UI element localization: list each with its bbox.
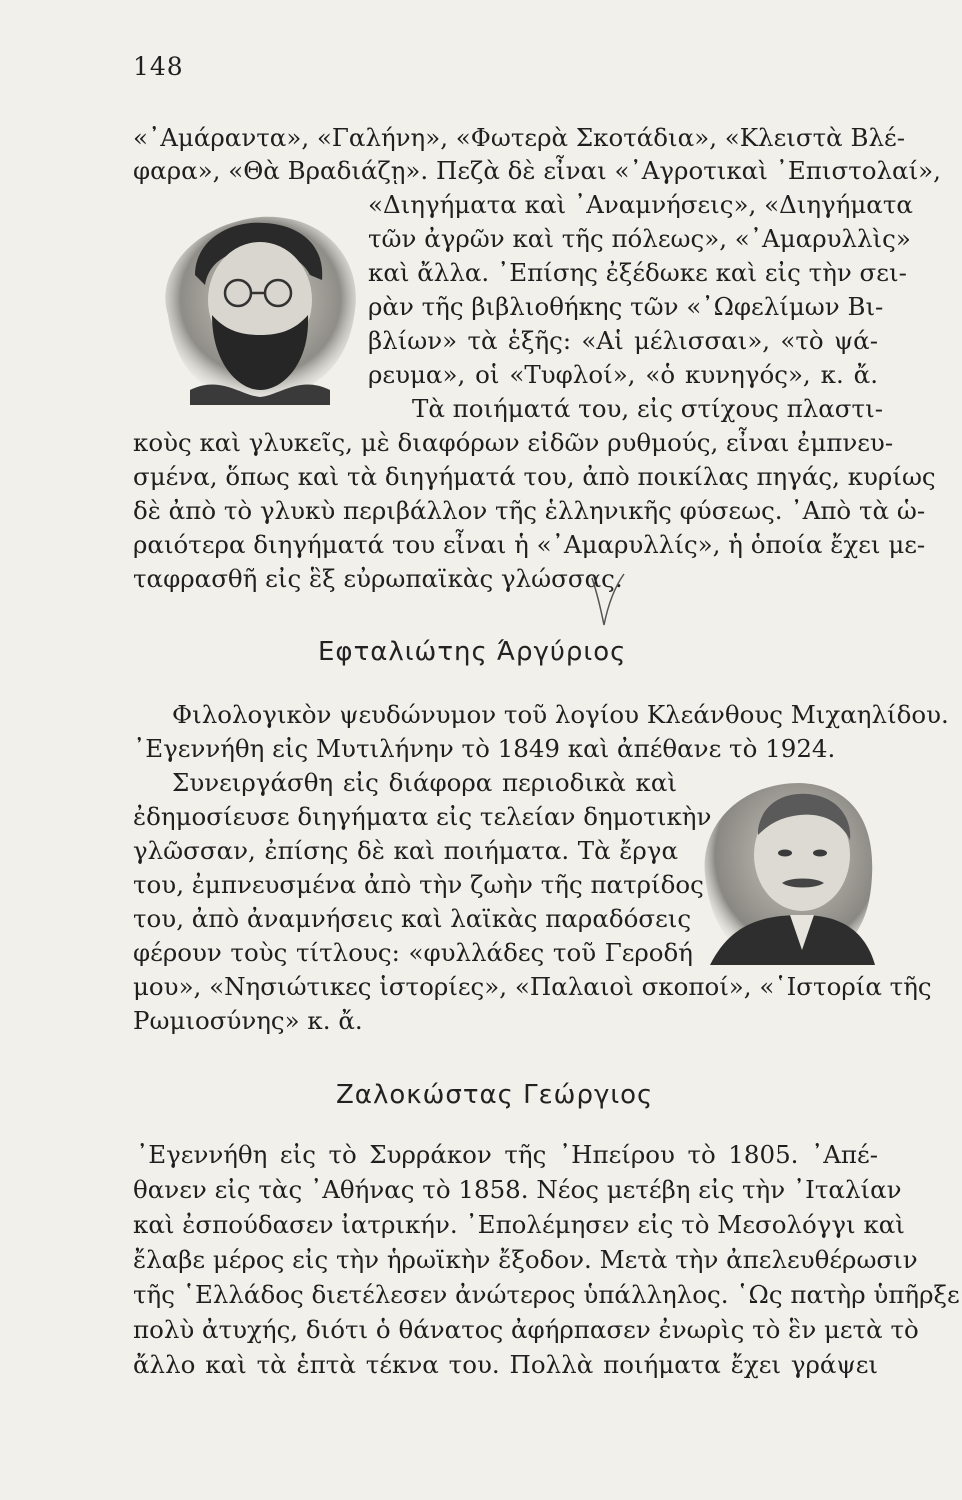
text-line: ἔλαβε μέρος εἰς τὴν ἡρωϊκὴν ἔξοδον. Μετὰ τὴν ἀπελευθέρωσιν [133,1245,918,1274]
text-line: ρὰν τῆς βιβλιοθήκης τῶν «᾿Ωφελίμων Βι- [368,292,884,321]
text-line: καὶ ἐσπούδασεν ἰατρικήν. ᾿Επολέμησεν εἰς τὸ Μεσολόγγι καὶ [133,1210,905,1239]
text-line: του, ἐμπνευσμένα ἀπὸ τὴν ζωὴν τῆς πατρίδος [133,870,704,899]
text-line: τῶν ἀγρῶν καὶ τῆς πόλεως», «᾿Αμαρυλλὶς» [368,224,911,253]
text-line: Συνειργάσθη εἰς διάφορα περιοδικὰ καὶ [172,768,677,797]
text-line: «᾿Αμάραντα», «Γαλήνη», «Φωτερὰ Σκοτάδια», «Κλειστὰ Βλέ- [133,123,906,152]
pencil-check-mark [588,570,628,634]
text-line: ταφρασθῆ εἰς ἓξ εὐρωπαϊκὰς γλώσσας. [133,564,623,593]
page-number: 148 [133,52,184,81]
text-line: μου», «Νησιώτικες ἱστορίες», «Παλαιοὶ σκοποί», «῾Ιστορία τῆς [133,972,932,1001]
section-heading-eftaliotis: Εφταλιώτης Άργύριος [318,637,627,667]
text-line: φέρουν τοὺς τίτλους: «φυλλάδες τοῦ Γεροδή [133,938,693,967]
section-heading-zalokostas: Ζαλοκώστας Γεώργιος [336,1080,654,1110]
text-line: ραιότερα διηγήματά του εἶναι ἡ «᾿Αμαρυλλίς», ἡ ὁποία ἔχει με- [133,530,926,559]
text-line: καὶ ἄλλα. ᾿Επίσης ἐξέδωκε καὶ εἰς τὴν σει- [368,258,907,287]
text-line: Φιλολογικὸν ψευδώνυμον τοῦ λογίου Κλεάνθους Μιχαηλίδου. [172,700,949,729]
text-line: του, ἀπὸ ἀναμνήσεις καὶ λαϊκὰς παραδόσεις [133,904,692,933]
text-line: ᾿Εγεννήθη εἰς τὸ Συρράκον τῆς ᾿Ηπείρου τὸ 1805. ᾿Απέ- [136,1140,878,1169]
text-line: φαρα», «Θὰ Βραδιάζῃ». Πεζὰ δὲ εἶναι «᾿Αγροτικαὶ ᾿Επιστολαί», [133,156,941,185]
text-line: γλῶσσαν, ἐπίσης δὲ καὶ ποιήματα. Τὰ ἔργα [133,836,678,865]
text-line: τῆς ῾Ελλάδος διετέλεσεν ἀνώτερος ὑπάλληλος. ῾Ως πατὴρ ὑπῆρξε [133,1280,960,1309]
text-line: «Διηγήματα καὶ ᾿Αναμνήσεις», «Διηγήματα [368,190,913,219]
portrait-top [150,205,370,405]
text-line: ἐδημοσίευσε διηγήματα εἰς τελείαν δημοτικὴν [133,802,712,831]
text-line: σμένα, ὅπως καὶ τὰ διηγήματά του, ἀπὸ ποικίλας πηγάς, κυρίως [133,462,936,491]
portrait-eftaliotis [690,775,880,970]
text-line: βλίων» τὰ ἑξῆς: «Αἱ μέλισσαι», «τὸ ψά- [368,326,878,355]
text-line: ᾿Εγεννήθη εἰς Μυτιλήνην τὸ 1849 καὶ ἀπέθανε τὸ 1924. [133,734,836,763]
text-line: Τὰ ποιήματά του, εἰς στίχους πλαστι- [412,394,883,423]
text-line: ἄλλο καὶ τὰ ἑπτὰ τέκνα του. Πολλὰ ποιήματα ἔχει γράψει [133,1350,878,1379]
text-line: κοὺς καὶ γλυκεῖς, μὲ διαφόρων εἰδῶν ρυθμούς, εἶναι ἐμπνευ- [133,428,894,457]
text-line: δὲ ἀπὸ τὸ γλυκὺ περιβάλλον τῆς ἑλληνικῆς φύσεως. ᾿Απὸ τὰ ὡ- [133,496,926,525]
text-line: Ρωμιοσύνης» κ. ἄ. [133,1006,363,1035]
text-line: ρευμα», οἱ «Τυφλοί», «ὁ κυνηγός», κ. ἄ. [368,360,878,389]
text-line: πολὺ ἀτυχής, διότι ὁ θάνατος ἀφήρπασεν ἐνωρὶς τὸ ἓν μετὰ τὸ [133,1315,919,1344]
text-line: θανεν εἰς τὰς ᾿Αθήνας τὸ 1858. Νέος μετέβη εἰς τὴν ᾿Ιταλίαν [133,1175,902,1204]
